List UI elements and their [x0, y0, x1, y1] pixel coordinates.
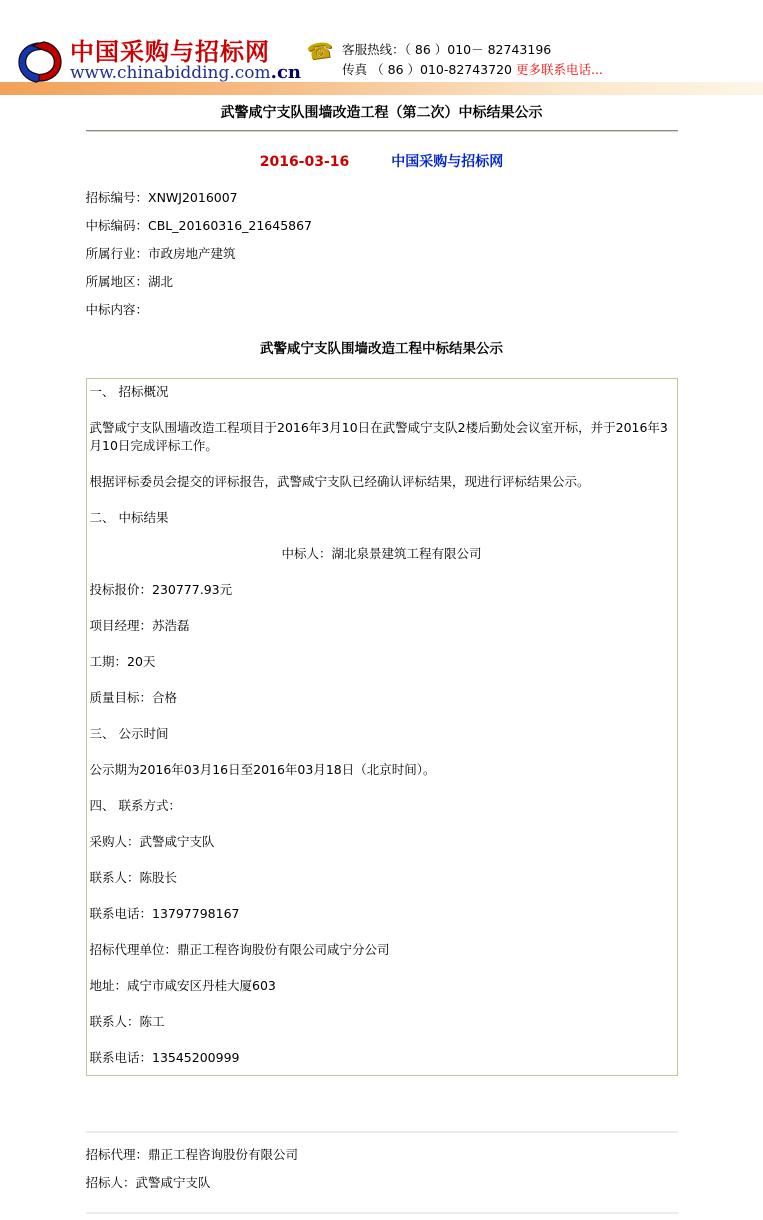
notice-title: 武警咸宁支队围墙改造工程中标结果公示: [260, 341, 503, 357]
meta-item-content-label: 中标内容：: [85, 302, 149, 317]
winner-line: 中标人：湖北泉景建筑工程有限公司: [281, 546, 482, 561]
more-contacts-link[interactable]: 更多联系电话...: [515, 62, 603, 77]
duration-line: 工期：20天: [89, 654, 156, 669]
meta-item-bid-number: 招标编号：XNWJ2016007: [85, 190, 238, 205]
agency-phone-line: 联系电话：13545200999: [89, 1050, 240, 1065]
footer-divider-bottom: [86, 1212, 678, 1214]
contact-lines: [342, 40, 603, 80]
meta-item-industry: 所属行业：市政房地产建筑: [85, 246, 236, 261]
source-link[interactable]: 中国采购与招标网: [391, 154, 504, 170]
publicity-period-line: 公示期为2016年03月16日至2016年03月18日（北京时间）。: [89, 762, 436, 777]
meta-list: [86, 184, 678, 324]
section-heading-1: 一、 招标概况: [89, 384, 169, 399]
quality-goal-line: 质量目标：合格: [89, 690, 178, 705]
section-heading-3: 三、 公示时间: [89, 726, 169, 741]
project-manager-line: 项目经理：苏浩磊: [89, 618, 190, 633]
fax-line: [342, 60, 603, 80]
footer-agency: 招标代理：鼎正工程咨询股份有限公司: [85, 1147, 299, 1162]
meta-item-award-code: 中标编码：CBL_20160316_21645867: [85, 218, 313, 233]
agency-unit-line: 招标代理单位：鼎正工程咨询股份有限公司咸宁分公司: [89, 942, 390, 957]
address-line: 地址：咸宁市咸安区丹桂大厦603: [89, 978, 276, 993]
footer-info: [86, 1141, 678, 1197]
meta-item-region: 所属地区：湖北: [85, 274, 174, 289]
site-url-main: www.chinabidding.com: [70, 63, 271, 83]
notice-box: [86, 378, 678, 1076]
telephone-icon: ☎: [305, 37, 335, 65]
site-header: [0, 0, 763, 82]
contact-person-line: 联系人：陈股长: [89, 870, 178, 885]
site-url-suffix: .cn: [270, 62, 301, 83]
footer-tenderee: 招标人：武警咸宁支队: [85, 1175, 211, 1190]
contact-block: [305, 37, 603, 80]
paragraph-overview: 武警咸宁支队围墙改造工程项目于2016年3月10日在武警咸宁支队2楼后勤处会议室开标，并于2016年3月10日完成评标工作。: [89, 420, 668, 453]
page-title: 武警咸宁支队围墙改造工程（第二次）中标结果公示: [220, 105, 543, 121]
article-date: 2016-03-16: [259, 154, 350, 170]
section-heading-2: 二、 中标结果: [89, 510, 169, 525]
bid-price-line: 投标报价：230777.93元: [89, 582, 233, 597]
chinabidding-logo-icon: [14, 40, 66, 84]
site-name: 中国采购与招标网: [70, 38, 270, 66]
footer-divider-top: [86, 1131, 678, 1133]
agency-contact-line: 联系人：陈工: [89, 1014, 165, 1029]
site-logo[interactable]: [14, 40, 301, 84]
date-line: [86, 151, 678, 171]
purchaser-line: 采购人：武警咸宁支队: [89, 834, 215, 849]
site-url: [70, 64, 301, 82]
section-heading-4: 四、 联系方式：: [89, 798, 181, 813]
hotline-text: 客服热线：（ 86 ）010－ 82743196: [342, 42, 552, 57]
title-divider: [86, 130, 678, 132]
article-column: [86, 105, 678, 1214]
paragraph-evaluation: 根据评标委员会提交的评标报告，武警咸宁支队已经确认评标结果，现进行评标结果公示。: [89, 474, 590, 489]
contact-phone-line: 联系电话：13797798167: [89, 906, 240, 921]
logo-text-block: [70, 40, 301, 82]
fax-text: 传真 （ 86 ）010-82743720: [342, 62, 512, 77]
